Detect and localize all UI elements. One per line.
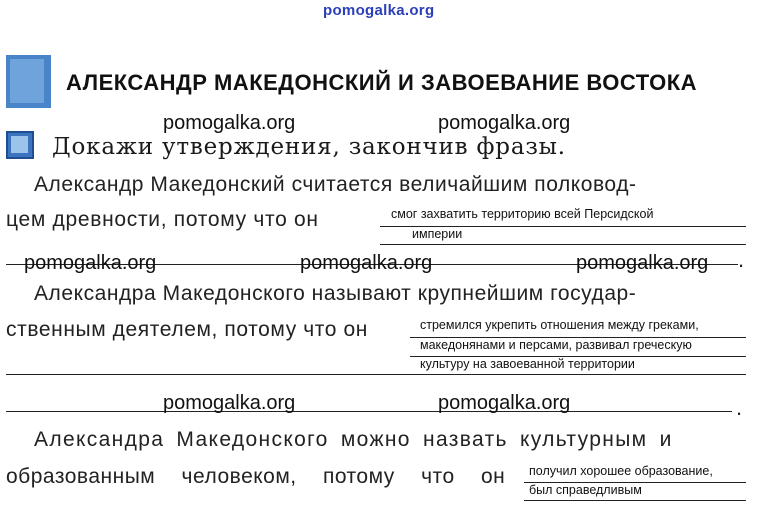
- q1-answer-line2: империи: [412, 227, 463, 241]
- q3-answer-line2: был справедливым: [529, 483, 642, 497]
- answer-underline: [524, 500, 746, 501]
- q1-period: .: [738, 247, 745, 272]
- q3-text-line2: образованным человеком, потому что он: [6, 465, 506, 488]
- answer-underline: [6, 374, 746, 375]
- watermark: pomogalka.org: [438, 392, 571, 414]
- watermark: pomogalka.org: [438, 112, 571, 134]
- watermark: pomogalka.org: [163, 392, 296, 414]
- watermark: pomogalka.org: [576, 252, 709, 274]
- q1-answer-line1: смог захватить территорию всей Персидской: [391, 207, 654, 221]
- q2-answer-line3: культуру на завоеванной территории: [420, 357, 635, 371]
- answer-underline: [6, 411, 732, 412]
- q2-answer-line1: стремился укрепить отношения между греками,: [420, 318, 699, 332]
- watermark: pomogalka.org: [24, 252, 157, 274]
- watermark: pomogalka.org: [300, 252, 433, 274]
- q2-answer-line2: македонянами и персами, развивал греческую: [420, 338, 692, 352]
- section-title: АЛЕКСАНДР МАКЕДОНСКИЙ И ЗАВОЕВАНИЕ ВОСТОКА: [66, 70, 698, 95]
- section-marker-inner: [10, 59, 44, 103]
- q1-text-line2: цем древности, потому что он: [6, 208, 319, 231]
- watermark-top: pomogalka.org: [323, 2, 435, 19]
- task-instruction: Докажи утверждения, закончив фразы.: [52, 134, 566, 160]
- q2-period: .: [736, 395, 743, 420]
- q3-answer-line1: получил хорошее образование,: [529, 464, 713, 478]
- q1-text-line1: Александр Македонский считается величайшим полковод-: [34, 173, 637, 196]
- task-number-icon-inner: [11, 136, 28, 153]
- q2-text-line2: ственным деятелем, потому что он: [6, 318, 368, 341]
- watermark: pomogalka.org: [163, 112, 296, 134]
- q2-text-line1: Александра Македонского называют крупнейшим государ-: [34, 282, 637, 305]
- answer-underline: [380, 244, 746, 245]
- q3-text-line1: Александра Македонского можно назвать культурным и: [34, 428, 673, 451]
